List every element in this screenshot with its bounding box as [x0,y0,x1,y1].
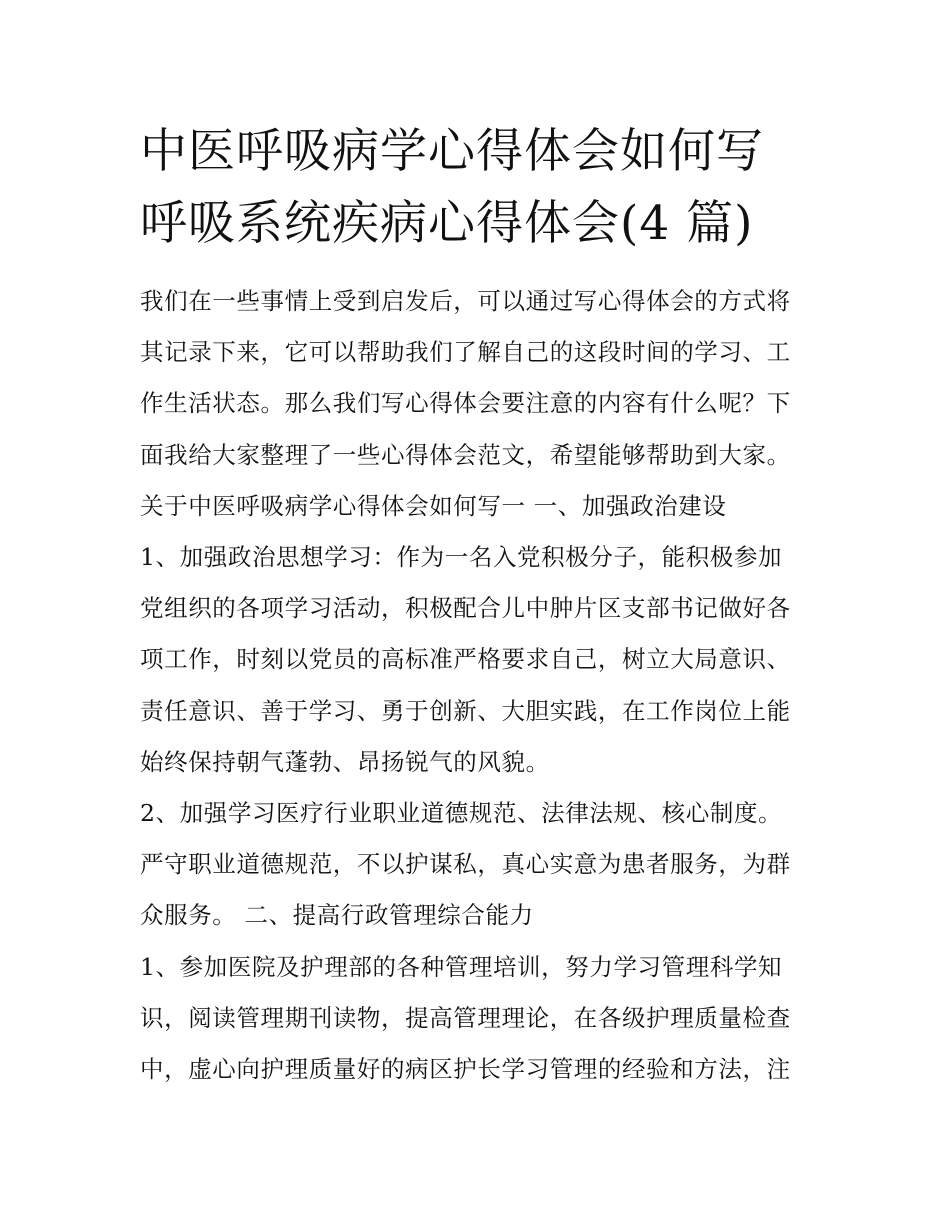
body-line: 党组织的各项学习活动，积极配合儿中肿片区支部书记做好各 [140,594,791,623]
document-title [140,116,830,260]
body-line: 作生活状态。那么我们写心得体会要注意的内容有什么呢？下 [140,389,791,418]
body-line: 关于中医呼吸病学心得体会如何写一 一、加强政治建设 [140,491,727,520]
body-line: 我们在一些事情上受到启发后，可以通过写心得体会的方式将 [140,287,791,315]
body-line: 众服务。 二、提高行政管理综合能力 [140,901,534,930]
body-line: 始终保持朝气蓬勃、昂扬锐气的风貌。 [140,747,550,776]
body-line: 其记录下来，它可以帮助我们了解自己的这段时间的学习、工 [140,338,791,367]
title-line: 中医呼吸病学心得体会如何写 [140,124,764,179]
body-line: 项工作，时刻以党员的高标准严格要求自己，树立大局意识、 [140,645,791,674]
body-line: 识，阅读管理期刊读物，提高管理理论，在各级护理质量检查 [140,1003,791,1032]
title-line: 呼吸系统疾病心得体会(4 篇) [140,196,754,251]
body-line: 责任意识、善于学习、勇于创新、大胆实践，在工作岗位上能 [140,696,791,725]
body-line: 严守职业道德规范，不以护谋私，真心实意为患者服务，为群 [140,850,791,879]
body-line: 面我给大家整理了一些心得体会范文，希望能够帮助到大家。 [140,440,791,469]
body-line: 2、加强学习医疗行业职业道德规范、法律法规、核心制度。 [140,799,783,828]
body-line: 1、加强政治思想学习：作为一名入党积极分子，能积极参加 [140,543,783,572]
body-line: 中，虚心向护理质量好的病区护长学习管理的经验和方法，注 [140,1055,791,1084]
document-body [140,276,820,1095]
body-line: 1、参加医院及护理部的各种管理培训，努力学习管理科学知 [140,952,783,981]
